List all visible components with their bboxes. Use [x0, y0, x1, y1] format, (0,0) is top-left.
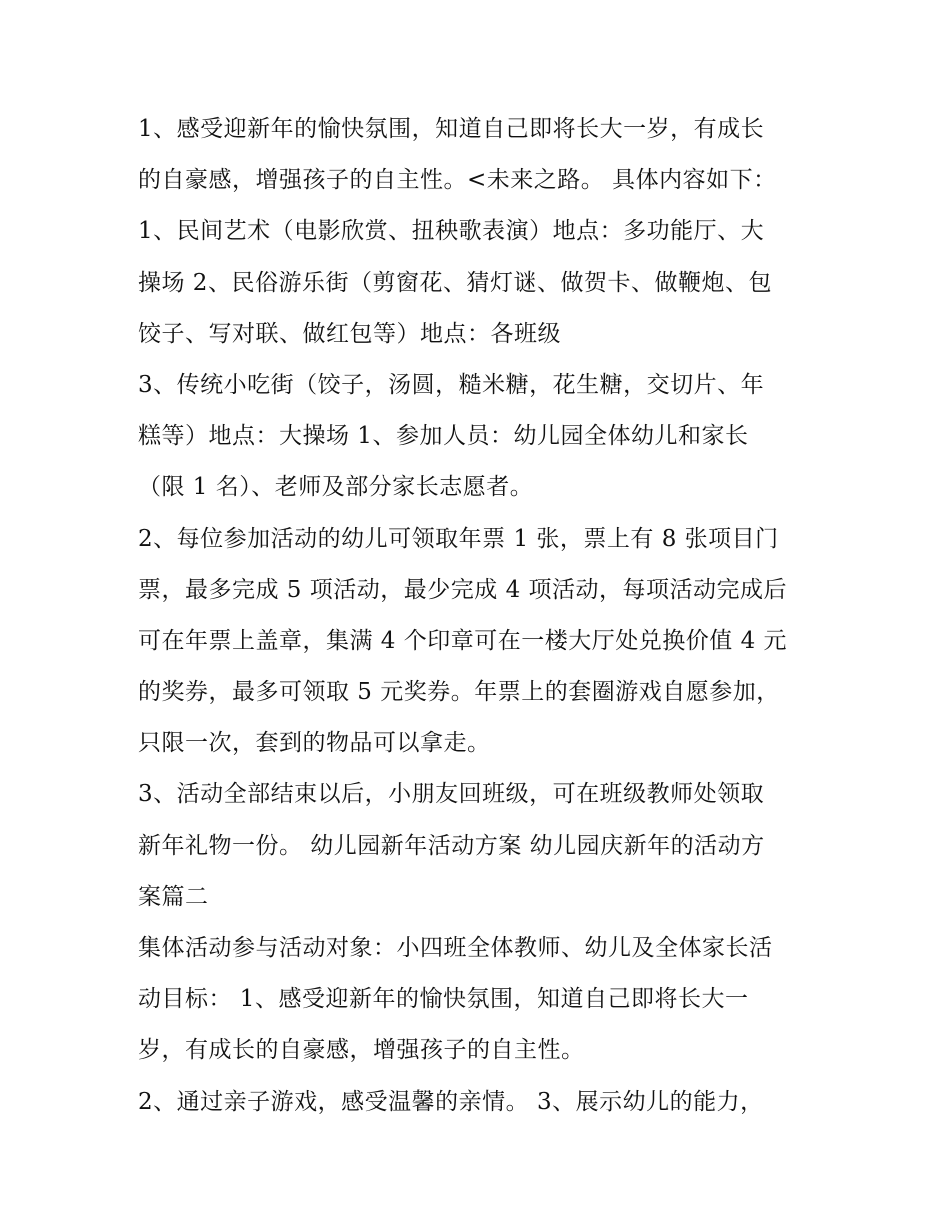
- text-line-9: 2、每位参加活动的幼儿可领取年票 1 张，票上有 8 张项目门: [138, 525, 779, 552]
- text-line-15: 新年礼物一份。 幼儿园新年活动方案 幼儿园庆新年的活动方: [138, 832, 765, 859]
- text-line-2: 的自豪感，增强孩子的自主性。<未来之路。 具体内容如下：: [138, 167, 777, 194]
- text-line-16: 案篇二: [138, 883, 209, 910]
- text-line-1: 1、感受迎新年的愉快氛围，知道自己即将长大一岁，有成长: [138, 116, 765, 142]
- text-line-6: 3、传统小吃街（饺子，汤圆，糙米糖，花生糖，交切片、年: [138, 371, 765, 398]
- text-line-11: 可在年票上盖章，集满 4 个印章可在一楼大厅处兑换价值 4 元: [138, 627, 788, 654]
- document-body: [138, 104, 828, 1128]
- text-line-13: 只限一次，套到的物品可以拿走。: [138, 730, 491, 757]
- text-line-4: 操场 2、民俗游乐街（剪窗花、猜灯谜、做贺卡、做鞭炮、包: [138, 269, 772, 296]
- text-line-19: 岁，有成长的自豪感，增强孩子的自主性。: [138, 1037, 585, 1064]
- text-line-14: 3、活动全部结束以后，小朋友回班级，可在班级教师处领取: [138, 781, 765, 808]
- text-line-17: 集体活动参与活动对象：小四班全体教师、幼儿及全体家长活: [138, 935, 773, 961]
- text-line-20: 2、通过亲子游戏，感受温馨的亲情。 3、展示幼儿的能力，: [138, 1088, 764, 1115]
- text-line-18: 动目标： 1、感受迎新年的愉快氛围，知道自己即将长大一: [138, 986, 749, 1013]
- text-line-10: 票，最多完成 5 项活动，最少完成 4 项活动，每项活动完成后: [138, 576, 788, 603]
- text-line-12: 的奖券，最多可领取 5 元奖券。年票上的套圈游戏自愿参加，: [138, 679, 780, 706]
- text-line-5: 饺子、写对联、做红包等）地点：各班级: [138, 320, 561, 347]
- text-line-3: 1、民间艺术（电影欣赏、扭秧歌表演）地点：多功能厅、大: [138, 218, 765, 245]
- text-line-8: （限 1 名）、老师及部分家长志愿者。: [138, 474, 534, 501]
- text-line-7: 糕等）地点：大操场 1、参加人员：幼儿园全体幼儿和家长: [138, 423, 749, 450]
